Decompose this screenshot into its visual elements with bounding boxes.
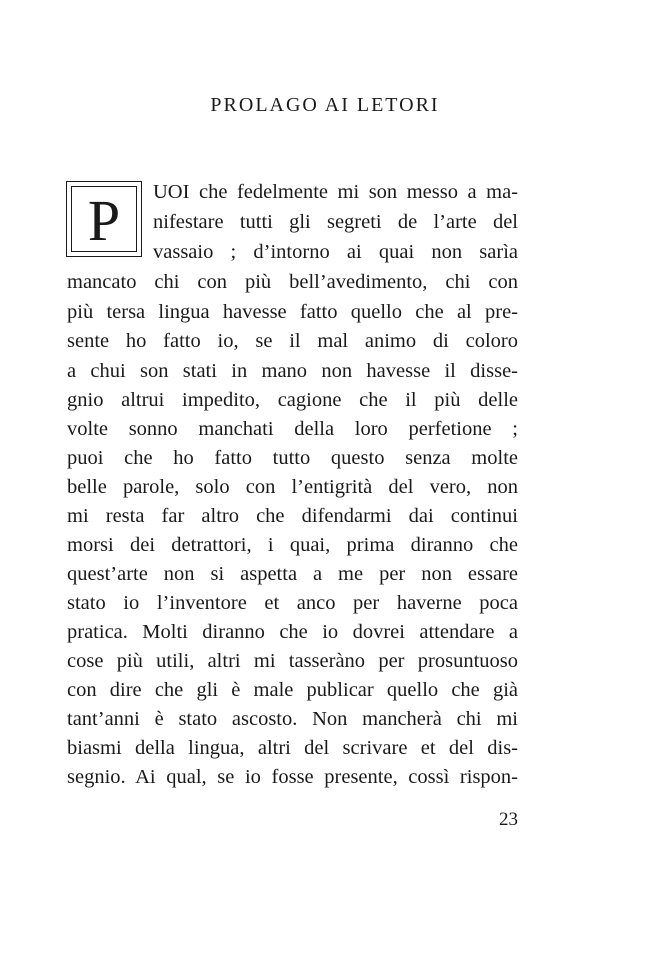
text-line: vassaio ; d’intorno ai quai non sarìa <box>153 241 518 263</box>
text-line: tant’anni è stato ascosto. Non mancherà chi mi <box>67 708 518 730</box>
text-line: gnio altrui impedito, cagione che il più delle <box>67 389 518 411</box>
text-line: cose più utili, altri mi tasseràno per prosuntuoso <box>67 650 518 672</box>
text-line: belle parole, solo con l’entigrità del vero, non <box>67 476 518 498</box>
text-line: mancato chi con più bell’avedimento, chi con <box>67 271 518 293</box>
text-line: pratica. Molti diranno che io dovrei attendare a <box>67 621 518 643</box>
text-line: sente ho fatto io, se il mal animo di coloro <box>67 330 518 352</box>
text-line: a chui son stati in mano non havesse il disse- <box>67 360 518 382</box>
drop-cap-letter: P <box>71 186 137 252</box>
text-line: volte sonno manchati della loro perfetione ; <box>67 418 518 440</box>
text-line: morsi dei detrattori, i quai, prima diranno che <box>67 534 518 556</box>
text-line: quest’arte non si aspetta a me per non essare <box>67 563 518 585</box>
text-line: UOI che fedelmente mi son messo a ma- <box>153 181 518 203</box>
text-line: più tersa lingua havesse fatto quello che al pre- <box>67 301 518 323</box>
text-line: stato io l’inventore et anco per haverne poca <box>67 592 518 614</box>
text-line: segnio. Ai qual, se io fosse presente, cossì rispon- <box>67 766 518 788</box>
text-line: con dire che gli è male publicar quello che già <box>67 679 518 701</box>
page-title: PROLAGO AI LETORI <box>210 94 440 116</box>
text-line: puoi che ho fatto tutto questo senza molte <box>67 447 518 469</box>
text-line: mi resta far altro che difendarmi dai continui <box>67 505 518 527</box>
text-line: biasmi della lingua, altri del scrivare et del dis- <box>67 737 518 759</box>
drop-cap-frame <box>66 181 142 257</box>
text-line: nifestare tutti gli segreti de l’arte del <box>153 211 518 233</box>
page-number: 23 <box>499 809 518 830</box>
